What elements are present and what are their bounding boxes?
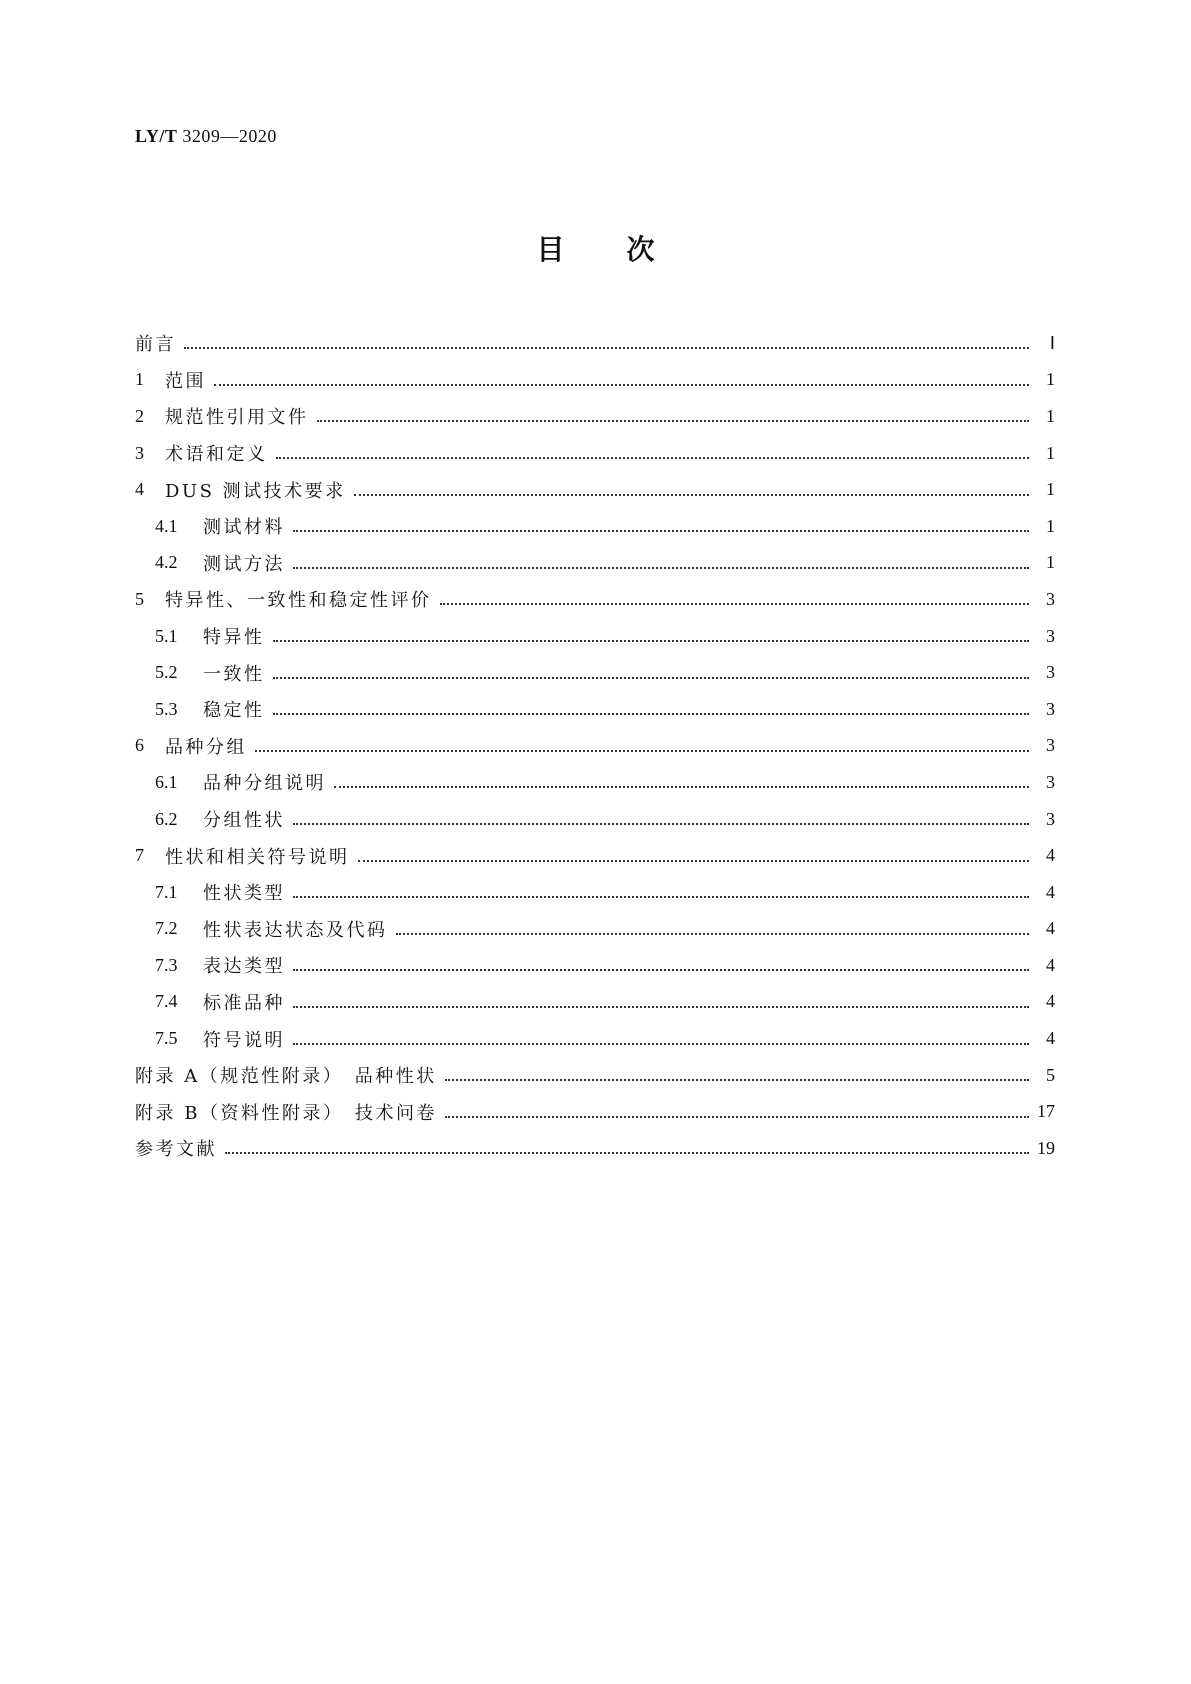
toc-entry-number: 4.2 [155, 552, 178, 573]
toc-leader-dots [293, 1025, 1029, 1045]
toc-leader-dots [225, 1134, 1029, 1154]
toc-entry-number: 3 [135, 442, 144, 463]
toc-entry-label: 附录 A（规范性附录） 品种性状 [135, 1066, 437, 1088]
toc-entry-label: 参考文献 [135, 1139, 217, 1161]
toc-entry-label: 术语和定义 [165, 444, 268, 466]
toc-entry-label: 测试材料 [203, 517, 285, 539]
toc-leader-dots [273, 659, 1030, 679]
toc-leader-dots [396, 915, 1030, 935]
toc-entry[interactable] [135, 1093, 1055, 1130]
toc-leader-dots [445, 1098, 1029, 1118]
toc-leader-dots [184, 329, 1029, 349]
table-of-contents [135, 325, 1055, 1167]
toc-entry-number: 5.1 [155, 625, 178, 646]
toc-entry-page: 3 [1046, 662, 1055, 683]
toc-entry[interactable] [135, 398, 1055, 435]
toc-entry-number: 6 [135, 735, 144, 756]
toc-entry-label: 分组性状 [203, 810, 285, 832]
toc-leader-dots [334, 768, 1029, 788]
toc-entry-number: 7.4 [155, 991, 178, 1012]
toc-entry-number: 7 [135, 845, 144, 866]
toc-entry[interactable] [135, 1020, 1055, 1057]
toc-entry-label: 性状表达状态及代码 [203, 919, 388, 941]
toc-entry-label: 测试方法 [203, 553, 285, 575]
toc-entry-number: 5.3 [155, 698, 178, 719]
toc-leader-dots [255, 732, 1029, 752]
toc-entry-number: 5 [135, 588, 144, 609]
toc-entry-label: DUS 测试技术要求 [165, 480, 346, 502]
toc-leader-dots [317, 402, 1030, 422]
toc-entry[interactable] [135, 435, 1055, 472]
toc-entry[interactable] [135, 1130, 1055, 1167]
toc-entry-page: 1 [1046, 405, 1055, 426]
toc-entry[interactable] [135, 801, 1055, 838]
toc-entry[interactable] [135, 947, 1055, 984]
toc-entry-page: 4 [1046, 845, 1055, 866]
toc-entry-number: 7.1 [155, 881, 178, 902]
toc-leader-dots [214, 366, 1029, 386]
toc-entry-page: 4 [1046, 1028, 1055, 1049]
toc-entry-number: 7.2 [155, 918, 178, 939]
toc-entry-label: 品种分组 [165, 736, 247, 758]
toc-entry-page: Ⅰ [1049, 332, 1055, 353]
toc-leader-dots [293, 878, 1029, 898]
toc-entry-page: 3 [1046, 808, 1055, 829]
toc-leader-dots [273, 695, 1030, 715]
toc-leader-dots [293, 951, 1029, 971]
toc-entry-number: 6.1 [155, 771, 178, 792]
toc-entry[interactable] [135, 691, 1055, 728]
toc-entry-page: 4 [1046, 991, 1055, 1012]
toc-entry-page: 3 [1046, 698, 1055, 719]
page-title: 目次 [536, 233, 717, 266]
toc-entry-label: 表达类型 [203, 956, 285, 978]
toc-entry[interactable] [135, 581, 1055, 618]
toc-entry-label: 前言 [135, 334, 176, 356]
toc-entry[interactable] [135, 911, 1055, 948]
toc-entry-page: 1 [1046, 552, 1055, 573]
standard-prefix: LY/T [135, 126, 178, 146]
toc-leader-dots [440, 585, 1030, 605]
toc-leader-dots [276, 439, 1030, 459]
toc-entry-page: 3 [1046, 588, 1055, 609]
toc-entry[interactable] [135, 545, 1055, 582]
toc-entry[interactable] [135, 325, 1055, 362]
toc-entry-number: 5.2 [155, 662, 178, 683]
toc-entry-label: 符号说明 [203, 1029, 285, 1051]
toc-entry[interactable] [135, 837, 1055, 874]
toc-entry[interactable] [135, 471, 1055, 508]
toc-entry[interactable] [135, 764, 1055, 801]
toc-leader-dots [293, 549, 1029, 569]
toc-entry-number: 7.5 [155, 1028, 178, 1049]
toc-leader-dots [358, 842, 1030, 862]
toc-entry-label: 性状和相关符号说明 [165, 846, 350, 868]
toc-entry-page: 17 [1037, 1101, 1055, 1122]
toc-entry-page: 1 [1046, 479, 1055, 500]
toc-entry-page: 4 [1046, 918, 1055, 939]
toc-entry[interactable] [135, 874, 1055, 911]
toc-entry-page: 4 [1046, 881, 1055, 902]
toc-leader-dots [293, 512, 1029, 532]
toc-entry-label: 附录 B（资料性附录） 技术问卷 [135, 1102, 437, 1124]
toc-entry-page: 3 [1046, 625, 1055, 646]
toc-entry[interactable] [135, 1057, 1055, 1094]
toc-entry-number: 4 [135, 479, 144, 500]
toc-entry-page: 1 [1046, 515, 1055, 536]
toc-entry-label: 范围 [165, 370, 206, 392]
toc-leader-dots [445, 1061, 1029, 1081]
toc-entry-page: 4 [1046, 954, 1055, 975]
toc-entry[interactable] [135, 618, 1055, 655]
toc-entry-label: 品种分组说明 [203, 773, 326, 795]
toc-entry-page: 5 [1046, 1064, 1055, 1085]
standard-code [135, 126, 277, 147]
toc-entry-page: 19 [1037, 1137, 1055, 1158]
toc-entry-page: 3 [1046, 735, 1055, 756]
toc-entry-label: 特异性 [203, 627, 265, 649]
toc-entry[interactable] [135, 728, 1055, 765]
toc-entry-label: 稳定性 [203, 700, 265, 722]
toc-entry-number: 2 [135, 405, 144, 426]
toc-leader-dots [293, 805, 1029, 825]
toc-entry-page: 3 [1046, 771, 1055, 792]
toc-entry-page: 1 [1046, 442, 1055, 463]
toc-leader-dots [293, 988, 1029, 1008]
toc-entry-label: 规范性引用文件 [165, 407, 309, 429]
toc-entry-number: 1 [135, 369, 144, 390]
toc-entry-number: 7.3 [155, 954, 178, 975]
toc-leader-dots [354, 476, 1029, 496]
toc-entry[interactable] [135, 362, 1055, 399]
toc-entry[interactable] [135, 508, 1055, 545]
toc-entry-page: 1 [1046, 369, 1055, 390]
toc-leader-dots [273, 622, 1030, 642]
toc-entry-label: 特异性、一致性和稳定性评价 [165, 590, 432, 612]
toc-entry-label: 标准品种 [203, 992, 285, 1014]
toc-entry-number: 4.1 [155, 515, 178, 536]
toc-entry-number: 6.2 [155, 808, 178, 829]
toc-entry-label: 一致性 [203, 663, 265, 685]
toc-entry-label: 性状类型 [203, 883, 285, 905]
standard-number: 3209—2020 [182, 126, 277, 146]
toc-entry[interactable] [135, 984, 1055, 1021]
toc-entry[interactable] [135, 654, 1055, 691]
